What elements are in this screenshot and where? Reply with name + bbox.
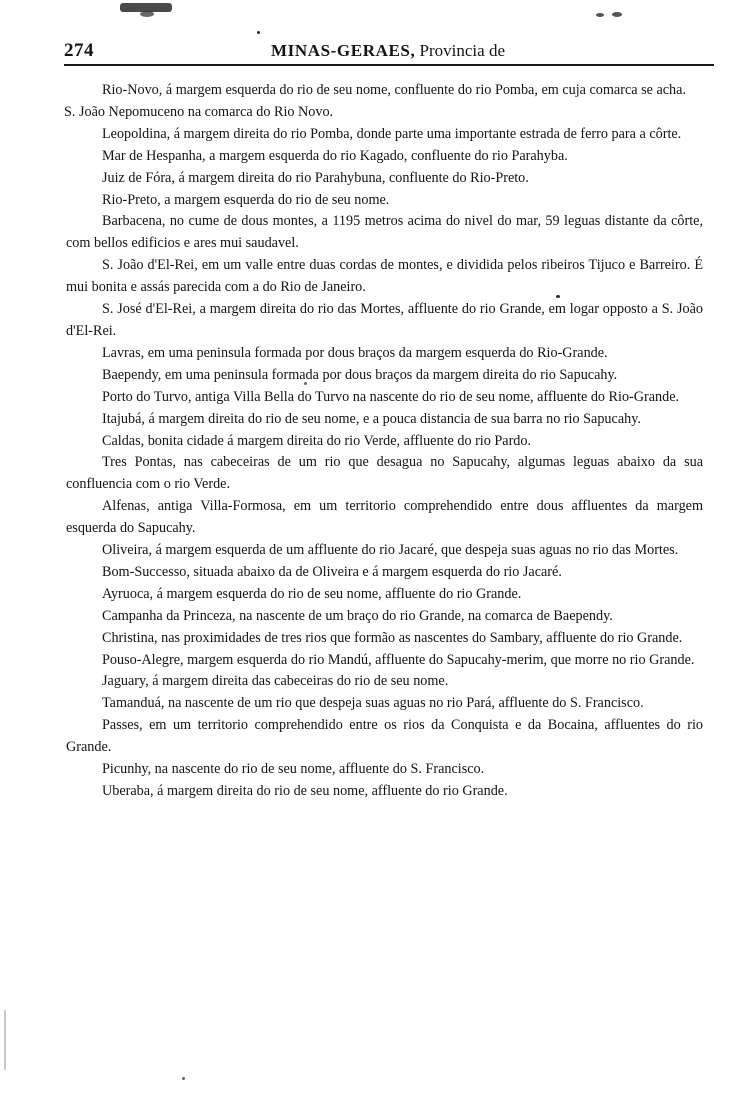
entry-baependy: Baependy, em uma peninsula formada por dous braços da margem direita do rio Sapucahy. bbox=[102, 366, 618, 383]
entry-uberaba: Uberaba, á margem direita do rio de seu nome, affluente do rio Grande. bbox=[102, 783, 508, 799]
entry-itajuba: Itajubá, á margem direita do rio de seu nome, e a pouca distancia de sua barra no rio Sapucahy. bbox=[102, 410, 641, 427]
body-text bbox=[66, 80, 703, 803]
scan-speck bbox=[140, 11, 154, 17]
entry-leopoldina: Leopoldina, á margem direita do rio Pomba, donde parte uma importante estrada de ferro para a côrte. bbox=[102, 125, 682, 142]
entry-rio-novo: Rio-Novo, á margem esquerda do rio de seu nome, confluente do rio Pomba, em cuja comarca se acha. bbox=[102, 82, 686, 98]
scan-speck bbox=[182, 1077, 185, 1080]
entry-pouso-alegre: Pouso-Alegre, margem esquerda do rio Mandú, affluente do Sapucahy-merim, que morre no rio Grande. bbox=[102, 651, 695, 668]
entry-mar-de-hespanha: Mar de Hespanha, a margem esquerda do rio Kagado, confluente do rio Parahyba. bbox=[102, 147, 568, 164]
entry-juiz-de-fora: Juiz de Fóra, á margem direita do rio Parahybuna, confluente do Rio-Preto. bbox=[102, 169, 529, 186]
page-number: 274 bbox=[64, 40, 94, 61]
entry-barbacena: Barbacena, no cume de dous montes, a 1195 metros acima do nivel do mar, 59 leguas distante da côrte, com bellos edificios e ares mui saudavel. bbox=[66, 213, 703, 252]
entry-tres-pontas: Tres Pontas, nas cabeceiras de um rio que desagua no Sapucahy, algumas leguas abaixo da sua confluencia com o rio Verde. bbox=[66, 454, 703, 493]
entry-jaguary: Jaguary, á margem direita das cabeceiras do rio de seu nome. bbox=[102, 673, 449, 690]
entry-sao-joao-nepomuceno: S. João Nepomuceno na comarca do Rio Novo. bbox=[64, 103, 334, 120]
entry-sao-joao-del-rei: S. João d'El-Rei, em um valle entre duas cordas de montes, e dividida pelos ribeiros Tijuco e Barreiro. É mui bonita e assás parecida com a do Rio de Janeiro. bbox=[66, 257, 703, 296]
entry-sao-jose-del-rei: S. José d'El-Rei, a margem direita do rio das Mortes, affluente do rio Grande, em logar opposto a S. João d'El-Rei. bbox=[66, 301, 703, 339]
scan-speck bbox=[257, 31, 260, 34]
entry-oliveira: Oliveira, á margem esquerda de um affluente do rio Jacaré, que despeja suas aguas no rio das Mortes. bbox=[102, 542, 679, 559]
entry-porto-do-turvo: Porto do Turvo, antiga Villa Bella do Turvo na nascente do rio de seu nome, affluente do Rio-Grande. bbox=[102, 388, 680, 405]
scan-speck bbox=[4, 1010, 6, 1070]
scan-speck bbox=[596, 13, 604, 17]
entry-rio-preto: Rio-Preto, a margem esquerda do rio de seu nome. bbox=[102, 191, 390, 208]
entry-caldas: Caldas, bonita cidade á margem direita do rio Verde, affluente do rio Pardo. bbox=[102, 432, 532, 449]
entry-alfenas: Alfenas, antiga Villa-Formosa, em um territorio comprehendido entre dous affluentes da margem esquerda do Sapucahy. bbox=[66, 498, 703, 537]
entry-passes: Passes, em um territorio comprehendido entre os rios da Conquista e da Bocaina, affluentes do rio Grande. bbox=[66, 717, 703, 756]
header-rule bbox=[64, 64, 714, 66]
entry-bom-successo: Bom-Successo, situada abaixo da de Oliveira e á margem esquerda do rio Jacaré. bbox=[102, 563, 562, 580]
running-title-rest: Provincia de bbox=[419, 41, 505, 60]
entry-picunhy: Picunhy, na nascente do rio de seu nome, affluente do S. Francisco. bbox=[102, 761, 485, 778]
entry-christina: Christina, nas proximidades de tres rios que formão as nascentes do Sambary, affluente do rio Grande. bbox=[102, 629, 683, 646]
entry-lavras: Lavras, em uma peninsula formada por dous braços da margem esquerda do Rio-Grande. bbox=[102, 344, 608, 361]
entry-campanha-da-princeza: Campanha da Princeza, na nascente de um braço do rio Grande, na comarca de Baependy. bbox=[102, 607, 613, 624]
scan-speck bbox=[612, 12, 622, 17]
entry-tamandua: Tamanduá, na nascente de um rio que despeja suas aguas no rio Pará, affluente do S. Francisco. bbox=[102, 695, 644, 712]
page-header bbox=[64, 38, 714, 64]
entry-ayruoca: Ayruoca, á margem esquerda do rio de seu nome, affluente do rio Grande. bbox=[102, 585, 522, 602]
running-title-caps: MINAS-GERAES, bbox=[271, 41, 416, 60]
running-title bbox=[271, 41, 505, 61]
